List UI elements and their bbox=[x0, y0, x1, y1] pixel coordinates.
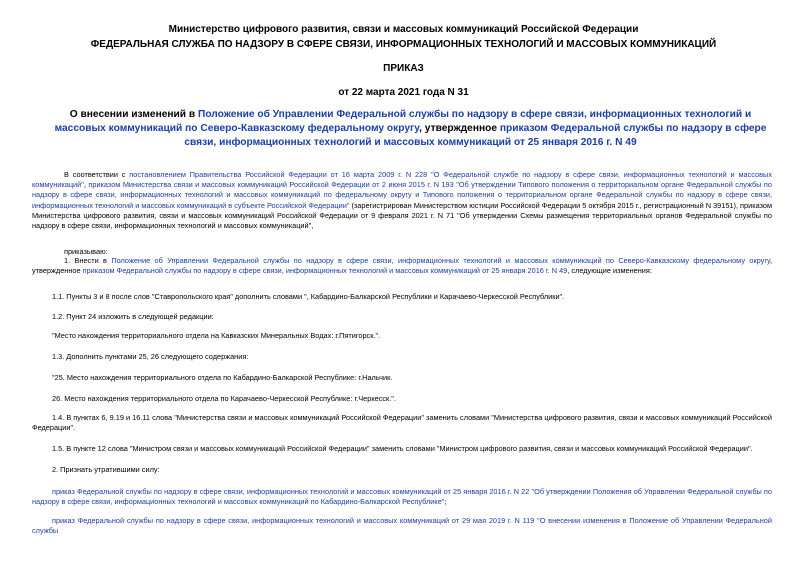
item-1-1: 1.1. Пункты 3 и 8 после слов "Ставропольского края" дополнить словами ", Кабардино-Балкарской Республики и Карачаево-Черкесской Республики". bbox=[52, 292, 565, 301]
document-title bbox=[48, 108, 773, 150]
item-2: 2. Признать утратившими силу: bbox=[52, 465, 160, 474]
item1-text-1: 1. Внести в bbox=[64, 256, 112, 265]
item-1-2: 1.2. Пункт 24 изложить в следующей редакции: bbox=[52, 312, 214, 321]
repealed-order-1 bbox=[32, 487, 772, 507]
repealed-order-2-link[interactable]: приказ Федеральной службы по надзору в сфере связи, информационных технологий и массовых коммуникаций от 29 мая 2019 г. N 119 "О внесении изменения в Положение об Управлении Федеральной службы bbox=[32, 516, 772, 536]
title-link-regulation[interactable]: Положение об Управлении Федеральной службы по надзору в сфере связи, информационных технологий и массовых коммуникаций по Северо-Кавказскому федеральному округу bbox=[54, 109, 752, 134]
title-text-2: , утвержденное bbox=[419, 123, 500, 134]
ministry-name: Министерство цифрового развития, связи и массовых коммуникаций Российской Федерации bbox=[168, 24, 639, 35]
repealed-order-1-text: ; bbox=[444, 497, 447, 507]
preamble-text-1: В соответствии с bbox=[64, 170, 130, 179]
item1-text-2: , утвержденное bbox=[32, 256, 772, 276]
title-link-order[interactable]: приказом Федеральной службы по надзору в сфере связи, информационных технологий и массовых коммуникаций от 25 января 2016 г. N 49 bbox=[184, 123, 767, 148]
item-1-2-quote: "Место нахождения территориального отдела на Кавказских Минеральных Водах: г.Пятигорск.". bbox=[52, 331, 381, 340]
item-1-3: 1.3. Дополнить пунктами 25, 26 следующего содержания: bbox=[52, 352, 249, 361]
item1-link-regulation[interactable]: Положение об Управлении Федеральной службы по надзору в сфере связи, информационных технологий и массовых коммуникаций по Северо-Кавказскому федеральному округу bbox=[111, 256, 770, 265]
item-1-5: 1.5. В пункте 12 слова "Министром связи и массовых коммуникаций Российской Федерации" заменить словами "Министром цифрового развития, связи и массовых коммуникаций Российской Федерации". bbox=[52, 444, 753, 453]
preamble-link-resolution[interactable]: постановлением Правительства Российской Федерации от 16 марта 2009 г. N 228 "О Федеральной службе по надзору в сфере связи, информационных технологий и массовых коммуникаций" bbox=[32, 170, 772, 190]
item-25: "25. Место нахождения территориального отдела по Кабардино-Балкарской Республике: г.Нальчик. bbox=[52, 373, 393, 382]
order-word: приказываю: bbox=[64, 247, 108, 256]
item1-link-order[interactable]: приказом Федеральной службы по надзору в сфере связи, информационных технологий и массовых коммуникаций от 25 января 2016 г. N 49 bbox=[82, 266, 568, 276]
repealed-order-1-link[interactable]: приказ Федеральной службы по надзору в сфере связи, информационных технологий и массовых коммуникаций от 25 января 2016 г. N 22 "Об утверждении Положения об Управлении Федеральной службы по надзору в сфере связи, информационных технологий и массовых коммуникаций по Кабардино-Балкарской Республике" bbox=[32, 487, 772, 507]
service-name: ФЕДЕРАЛЬНАЯ СЛУЖБА ПО НАДЗОРУ В СФЕРЕ СВЯЗИ, ИНФОРМАЦИОННЫХ ТЕХНОЛОГИЙ И МАССОВЫХ КОММУНИКАЦИЙ bbox=[90, 39, 717, 50]
doc-type: ПРИКАЗ bbox=[383, 63, 424, 74]
preamble-text-2: , bbox=[83, 180, 89, 190]
title-text-1: О внесении изменений в bbox=[69, 109, 198, 120]
item-26: 26. Место нахождения территориального отдела по Карачаево-Черкесской Республике: г.Черкесск.". bbox=[52, 394, 396, 403]
doc-date-number: от 22 марта 2021 года N 31 bbox=[338, 87, 469, 98]
preamble-link-ministry-order[interactable]: приказом Министерства связи и массовых коммуникаций Российской Федерации от 2 июня 2015 г. N 193 "Об утверждении Типового положения о территориальном органе Федеральной службы по надзору в сфере связи, информационных технологий и массовых коммуникаций по федеральному округу и Типового положения о территориальном органе Федеральной службы по надзору в сфере связи, информационных технологий и массовых коммуникаций в субъекте Российской Федерации" bbox=[32, 180, 772, 210]
item-1-4: 1.4. В пунктах 6, 9.19 и 16.11 слова "Министерства связи и массовых коммуникаций Российской Федерации" заменить словами "Министерства цифрового развития, связи и массовых коммуникаций Российской Федерации". bbox=[32, 413, 772, 433]
preamble-paragraph bbox=[32, 170, 772, 231]
item-1-paragraph bbox=[32, 256, 772, 276]
repealed-order-2 bbox=[32, 516, 772, 536]
item1-text-3: , следующие изменения: bbox=[567, 266, 652, 276]
preamble-text-3: (зарегистрирован Министерством юстиции Российской Федерации 5 октября 2015 г., регистрационный N 39151), приказом Министерства цифрового развития, связи и массовых коммуникаций Российской Федерации от 9 февраля 2021 г. N 71 "Об утверждении Схемы размещения территориальных органов Федеральной службы по надзору в сфере связи, информационных технологий и массовых коммуникаций", bbox=[32, 200, 773, 231]
